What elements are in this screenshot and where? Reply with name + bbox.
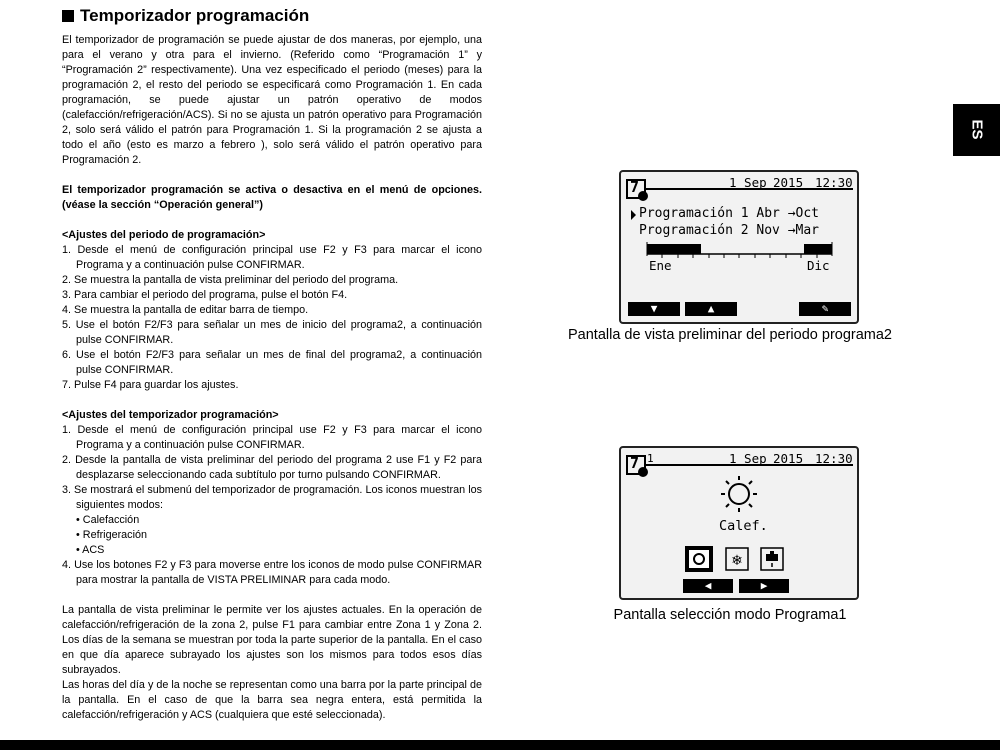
list-item: 2. Se muestra la pantalla de vista preliminar del periodo del programa. — [62, 274, 399, 286]
list-item: 1. Desde el menú de configuración principal use F2 y F3 para marcar el icono Programa y a continuación pulse CONFIRMAR. — [62, 244, 482, 271]
f2-left-button[interactable]: ◀ — [683, 579, 733, 593]
screen1-caption: Pantalla de vista preliminar del periodo programa2 — [567, 327, 892, 343]
mode-bullet: • Refrigeración — [76, 529, 147, 541]
svg-text:❄: ❄ — [731, 553, 743, 569]
mode-select-screen — [619, 446, 859, 600]
cursor-arrow-icon — [631, 210, 636, 220]
f1-down-button[interactable]: ▼ — [628, 302, 680, 316]
screen-graphics — [621, 172, 857, 322]
list-item: 1. Desde el menú de configuración principal use F2 y F3 para marcar el icono Programa y a continuación pulse CONFIRMAR. — [62, 424, 482, 451]
square-bullet-icon — [62, 10, 74, 22]
list-item: 6. Use el botón F2/F3 para señalar un mes de final del programa2, a continuación pulse CONFIRMAR. — [62, 349, 482, 376]
list-item: 3. Para cambiar el periodo del programa, pulse el botón F4. — [62, 289, 348, 301]
list-item: 4. Se muestra la pantalla de editar barra de tiempo. — [62, 304, 309, 316]
clock-icon — [638, 191, 648, 201]
bar-end-label: Dic — [807, 258, 830, 273]
intro-paragraph: El temporizador de programación se puede ajustar de dos maneras, por ejemplo, una para el verano y otra para el invierno. (Referido como “Programación 1” y “Programación 2” respectivamente). Una vez especificado el periodo (meses) para la programación 2, el resto del periodo se especificará como Programación 1. En cada programación, se puede ajustar un patrón operativo de modos (calefacción/refrigeración/ACS). Si no se ajusta un patrón operativo para Programación 2, solo será válido el patrón para Programación 1. Si la programación 2 se ajusta a todo el año (esto es marzo a febrero ), solo será válido el patrón operativo para Programación 2. — [62, 34, 482, 166]
period-bar-start-fill — [647, 244, 701, 254]
screen2-caption: Pantalla selección modo Programa1 — [613, 607, 847, 623]
sun-icon — [721, 476, 757, 512]
program-icon-sub: 1 — [647, 452, 654, 465]
period-bar-end-fill — [804, 244, 832, 254]
mode-bullet: • Calefacción — [76, 514, 140, 526]
period-preview-screen — [619, 170, 859, 324]
mode-label: Calef. — [719, 518, 768, 534]
timer-settings-heading: <Ajustes del temporizador programación> — [62, 409, 279, 421]
section-title — [62, 6, 482, 26]
program-icon-number: 7 — [630, 454, 640, 472]
language-tab — [953, 104, 1000, 156]
f3-right-button[interactable]: ▶ — [739, 579, 789, 593]
text-column — [62, 6, 482, 723]
timer-settings-steps — [62, 423, 482, 513]
screen-year: 2015 — [773, 175, 804, 190]
closing-paragraph-2: Las horas del día y de la noche se representan como una barra por la parte principal de la pantalla. En el caso de que la barra sea negra entera, está permitida la calefacción/refrigeración y ACS (cualquiera que esté seleccionada). — [62, 679, 482, 721]
screen-date: 1 Sep — [729, 451, 767, 466]
period-settings-steps — [62, 243, 482, 393]
screen-time: 12:30 — [815, 175, 853, 190]
list-item: 5. Use el botón F2/F3 para señalar un mes de inicio del programa2, a continuación pulse CONFIRMAR. — [62, 319, 482, 346]
list-item: 3. Se mostrará el submenú del temporizador de programación. Los iconos muestran los siguientes modos: — [62, 484, 482, 511]
screen-date: 1 Sep — [729, 175, 767, 190]
screen-time: 12:30 — [815, 451, 853, 466]
list-item: 4. Use los botones F2 y F3 para moverse entre los iconos de modo pulse CONFIRMAR para mostrar la pantalla de VISTA PRELIMINAR para cada modo. — [62, 559, 482, 586]
program-icon-number: 7 — [630, 178, 640, 196]
schedule-row-1: Programación 1 Abr →Oct — [639, 206, 820, 221]
period-settings-heading: <Ajustes del periodo de programación> — [62, 229, 266, 241]
mode-bullet: • ACS — [76, 544, 105, 556]
schedule-row-2: Programación 2 Nov →Mar — [639, 223, 820, 238]
f4-edit-button[interactable]: ✎ — [799, 302, 851, 316]
bar-start-label: Ene — [649, 258, 672, 273]
closing-paragraph-1: La pantalla de vista preliminar le permite ver los ajustes actuales. En la operación de calefacción/refrigeración de la zona 2, pulse F1 para cambiar entre Zona 1 y Zona 2. Los días de la semana se muestran por toda la parte superior de la pantalla. En el caso en que día aparece subrayado los ajustes son los mismos para todos esos días subrayados. — [62, 604, 482, 676]
screen-year: 2015 — [773, 451, 804, 466]
activation-note: El temporizador programación se activa o desactiva en el menú de opciones. (véase la sección “Operación general”) — [62, 184, 482, 211]
list-item: 2. Desde la pantalla de vista preliminar del periodo del programa 2 use F1 y F2 para desplazarse seleccionando cada subtítulo por turno pulsando CONFIRMAR. — [62, 454, 482, 481]
section-title-text: Temporizador programación — [80, 6, 310, 25]
language-tab-label: ES — [968, 119, 986, 140]
f2-up-button[interactable]: ▲ — [685, 302, 737, 316]
clock-icon — [638, 467, 648, 477]
list-item: 7. Pulse F4 para guardar los ajustes. — [62, 379, 239, 391]
